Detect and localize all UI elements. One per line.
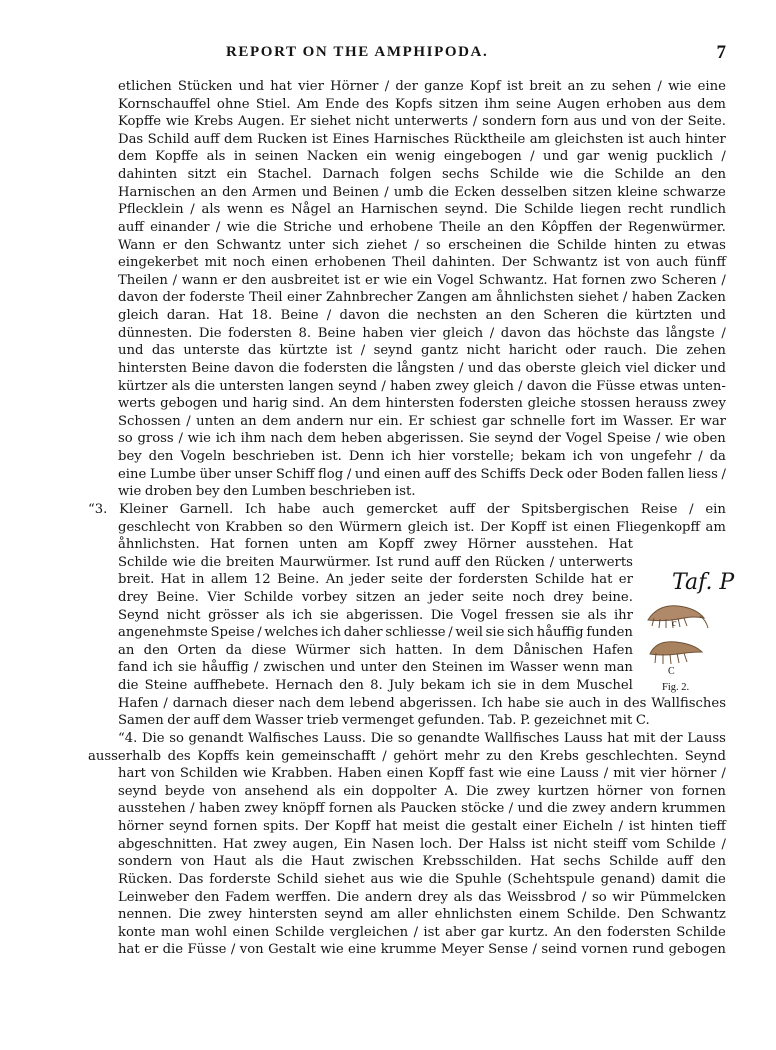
text-line: etlichen Stücken und hat vier Hörner / der ganze Kopf ist breit an zu sehen / wie eine <box>118 79 726 94</box>
text-line: die Steine auffhebete. Hernach den 8. July bekam ich sie in dem Muschel <box>118 678 633 693</box>
text-line: hat er die Füsse / von Gestalt wie eine krumme Meyer Sense / seind vornen rund gebogen <box>118 942 726 957</box>
text-line: seynd beyde von ansehend als ein doppolter A. Die zwey kurtzen hörner von fornen <box>118 784 726 799</box>
text-line: Schilde wie die breiten Maurwürmer. Ist rund auff den Rücken / unterwerts <box>118 555 633 570</box>
text-line: gleich daran. Hat 18. Beine / davon die nechsten an den Scheren die kürtzten und <box>118 308 726 323</box>
text-line: hörner seynd fornen spits. Der Kopff hat meist die gestalt einer Eicheln / ist hinten tieff <box>118 819 726 834</box>
text-line: dem Kopffe als in seinen Nacken ein wenig eingebogen / und gar wenig pucklich / <box>118 149 726 164</box>
text-line: Seynd nicht grösser als ich sie abgerissen. Die Vogel fressen sie als ihr <box>118 608 633 623</box>
text-line: breit. Hat in allem 12 Beine. An jeder seite der fordersten Schilde hat er <box>118 572 633 587</box>
text-line: dahinten sitzt ein Stachel. Darnach folgen sechs Schilde wie die Schilde an den <box>118 167 726 182</box>
text-line: werts gebogen und harig sind. An dem hintersten fodersten gleiche stossen herauss zwey <box>118 396 726 411</box>
text-line: hintersten Beine davon die fodersten die långsten / und das oberste gleich viel dicker und <box>118 361 726 376</box>
text-line: kürtzer als die untersten langen seynd / haben zwey gleich / davon die Füsse etwas unten- <box>118 379 726 394</box>
text-line: an den Orten da diese Würmer sich hatten. In dem Dånischen Hafen <box>118 643 633 658</box>
text-line: wie droben bey den Lumben beschrieben ist. <box>118 484 416 499</box>
running-title: REPORT ON THE AMPHIPODA. <box>226 44 489 60</box>
text-line: und das unterste das kürtzte ist / seynd gantz nicht haricht oder rauch. Die zehen <box>118 343 726 358</box>
figure-label-bottom: C <box>668 666 675 677</box>
text-line: Theilen / wann er den ausbreitet ist er wie ein Vogel Schwantz. Hat fornen zwo Scheren / <box>118 273 726 288</box>
figure-label-top: c <box>672 618 677 629</box>
text-line: fand ich sie håuffig / zwischen und unter den Steinen im Wasser wenn man <box>118 660 633 675</box>
text-line: Hafen / darnach dieser nach dem lebend abgerissen. Ich habe sie auch in des Wallfisches <box>118 696 726 711</box>
text-line: konte man wohl einen Schilde vergleichen / ist aber gar kurtz. An den fodersten Schilde <box>118 925 726 940</box>
text-line: Das Schild auff dem Rucken ist Eines Harnisches Rücktheile am gleichsten ist auch hinter <box>118 132 726 147</box>
text-line: eingekerbet mit noch einen erhobenen Theil dahinten. Der Schwantz ist von auch fünff <box>118 255 726 270</box>
text-line: “4. Die so genandt Walfisches Lauss. Die so genandte Wallfisches Lauss hat mit der Lauss <box>118 731 726 746</box>
text-line: bey den Vogeln beschrieben ist. Denn ich hier vorstelle; bekam ich von ungefehr / da <box>118 449 726 464</box>
text-line: auff einander / wie die Striche und erhobene Theile an den Kôpffen der Regenwürmer. <box>118 220 726 235</box>
text-line: “3. Kleiner Garnell. Ich habe auch gemercket auff der Spitsbergischen Reise / ein <box>88 502 726 517</box>
text-line: Rücken. Das forderste Schild siehet aus wie die Spuhle (Schehtspule genand) damit die <box>118 872 726 887</box>
text-line: Kopffe wie Krebs Augen. Er siehet nicht unterwerts / sondern forn aus und von der Seite. <box>118 114 726 129</box>
text-line: ausstehen / haben zwey knöpff fornen als Paucken stöcke / und die zwey andern krummen <box>118 801 726 816</box>
figure-annotation <box>650 562 735 702</box>
text-line: geschlecht von Krabben so den Würmern gleich ist. Der Kopff ist einen Fliegenkopff am <box>118 520 726 535</box>
text-line: Harnischen an den Armen und Beinen / umb die Ecken desselben sitzen kleine schwarze <box>118 185 726 200</box>
text-line: sondern von Haut als die Haut zwischen Krebsschilden. Hat sechs Schilde auff den <box>118 854 726 869</box>
text-line: davon der foderste Theil einer Zahnbrecher Zangen am åhnlichsten siehet / haben Zacken <box>118 290 726 305</box>
text-line: ausserhalb des Kopffs kein gemeinschafft / gehört mehr zu den Krebs geschlechten. Seynd <box>88 749 726 764</box>
text-line: dünnesten. Die fodersten 8. Beine haben vier gleich / davon das höchste das långste / <box>118 326 726 341</box>
figure-caption: Fig. 2. <box>662 682 690 693</box>
running-head <box>118 44 726 68</box>
text-line: Wann er den Schwantz unter sich ziehet / so erscheinen die Schilde hinten zu etwas <box>118 238 726 253</box>
text-line: eine Lumbe über unser Schiff flog / und einen auff des Schiffs Deck oder Boden fallen liess / <box>118 467 726 482</box>
text-line: Kornschauffel ohne Stiel. Am Ende des Kopfs sitzen ihm seine Augen erhoben aus dem <box>118 97 726 112</box>
text-line: Schossen / unten an dem andern nur ein. Er schiest gar schnelle fort im Wasser. Er war <box>118 414 726 429</box>
plate-mark: Taf. P <box>672 570 735 595</box>
text-line: åhnlichsten. Hat fornen unten am Kopff zwey Hörner ausstehen. Hat <box>118 537 633 552</box>
text-line: nennen. Die zwey hintersten seynd am aller ehnlichsten einem Schilde. Den Schwantz <box>118 907 726 922</box>
text-line: so gross / wie ich ihm nach dem heben abgerissen. Sie seynd der Vogel Speise / wie oben <box>118 431 726 446</box>
text-line: Leinweber den Fadem werffen. Die andern drey als das Weissbrod / so wir Pümmelcken <box>118 890 726 905</box>
text-line: hart von Schilden wie Krabben. Haben einen Kopff fast wie eine Lauss / mit vier hörner / <box>118 766 726 781</box>
amphipod-drawing-lower <box>646 636 706 670</box>
page-number: 7 <box>716 42 726 63</box>
text-line: drey Beine. Vier Schilde vorbey sitzen an jeder seite noch drey beine. <box>118 590 633 605</box>
amphipod-drawing-upper <box>644 598 710 634</box>
text-line: abgeschnitten. Hat zwey augen, Ein Nasen loch. Der Halss ist nicht steiff vom Schilde / <box>118 837 726 852</box>
text-line: angenehmste Speise / welches ich daher schliesse / weil sie sich håuffig funden <box>118 625 633 640</box>
text-line: Pflecklein / als wenn es Någel an Harnischen seynd. Die Schilde liegen recht rundlich <box>118 202 726 217</box>
text-line: Samen der auff dem Wasser trieb vermenget gefunden. Tab. P. gezeichnet mit C. <box>118 713 650 728</box>
